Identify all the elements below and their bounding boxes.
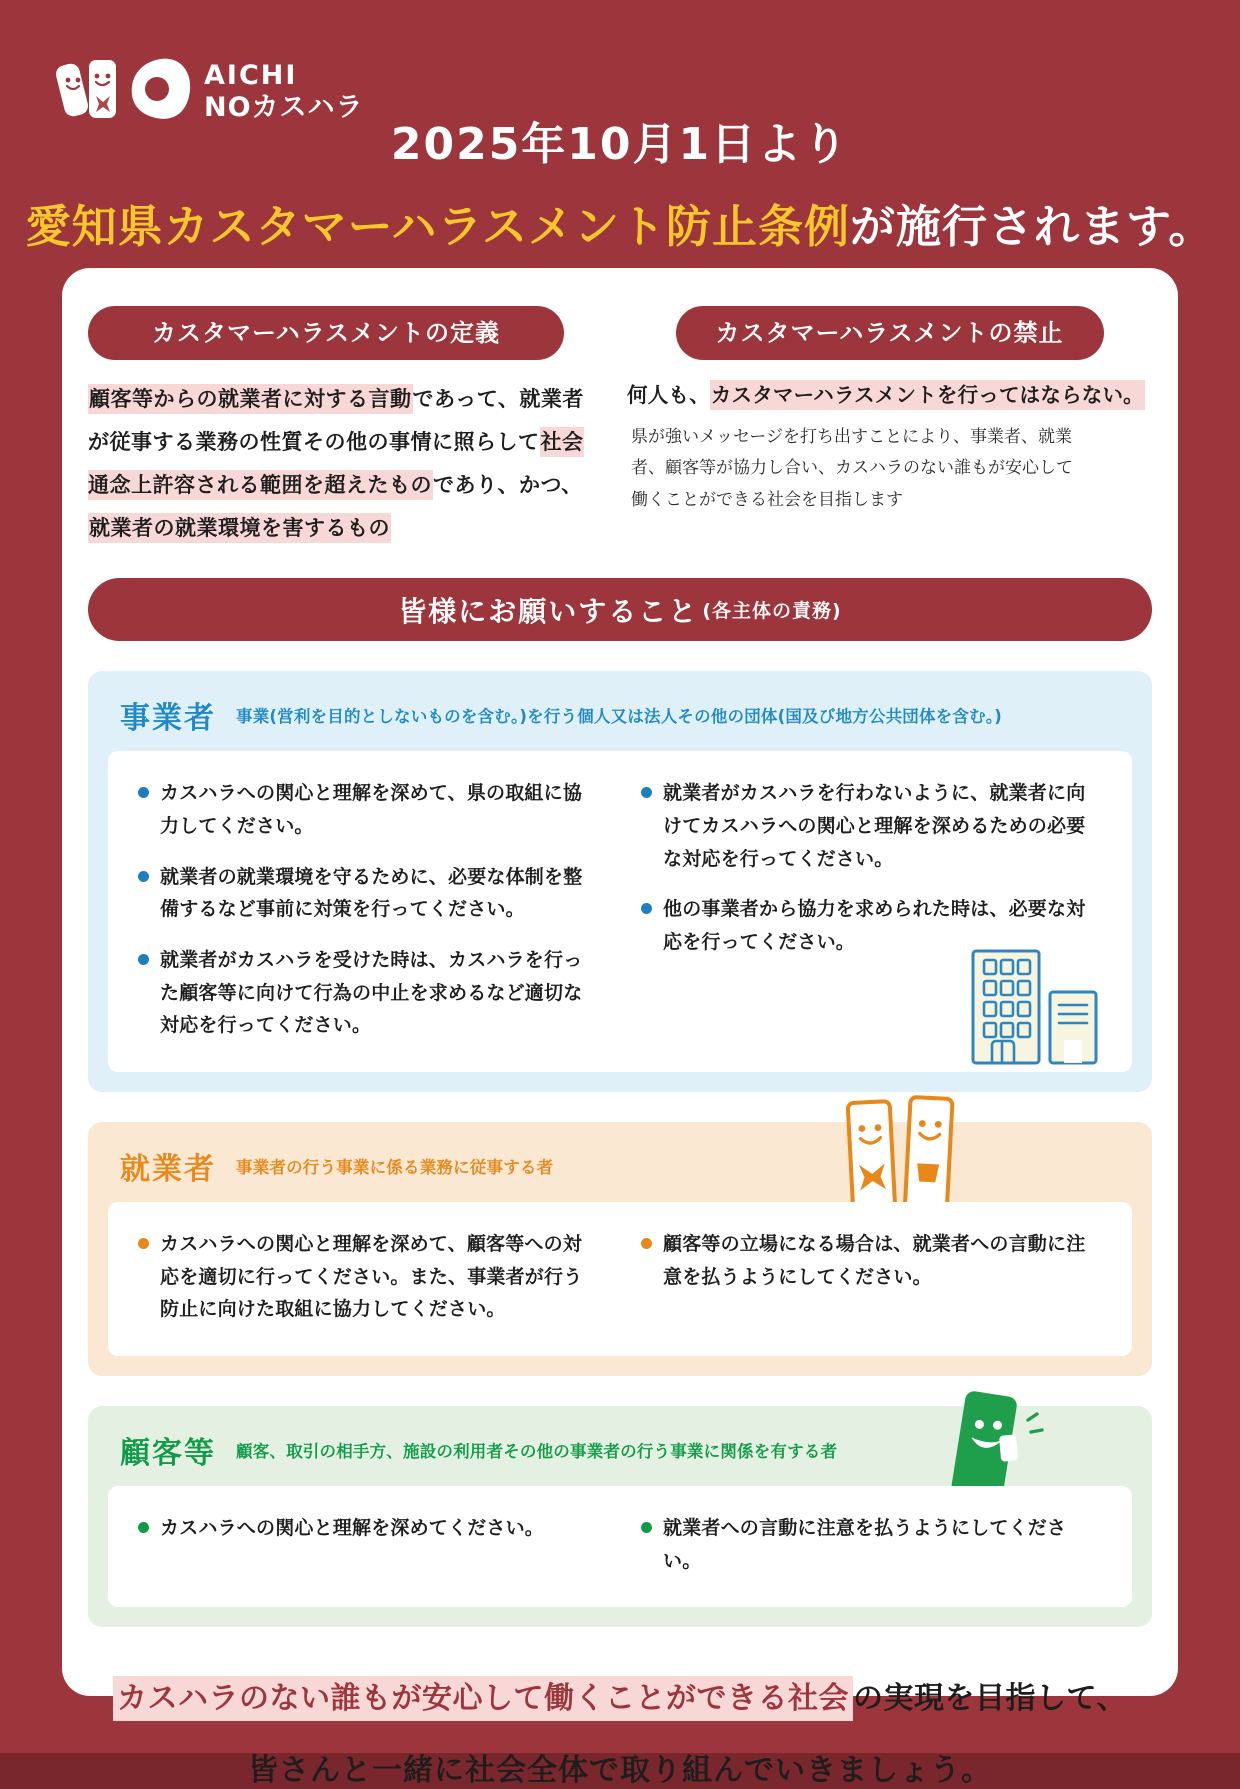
definition-body bbox=[88, 378, 593, 550]
closing-line1-rest: の実現を目指して、 bbox=[853, 1681, 1127, 1717]
worker-section-subtitle: 事業者の行う事業に係る業務に従事する者 bbox=[236, 1157, 554, 1177]
customer-left-column bbox=[138, 1512, 599, 1595]
closing-line2: 皆さんと一緒に社会全体で取り組んでいきましょう。 bbox=[248, 1753, 992, 1789]
closing-line1-highlight: カスハラのない誰もが安心して働くことができる社会 bbox=[113, 1676, 853, 1721]
bullet-dot-icon bbox=[138, 871, 149, 882]
business-section-title: 事業者 bbox=[120, 701, 216, 737]
section-business-operators bbox=[88, 671, 1152, 1092]
bullet-text: カスハラへの関心と理解を深めてください。 bbox=[160, 1516, 545, 1539]
definition-highlight-1: 顧客等からの就業者に対する言動 bbox=[88, 384, 413, 414]
bullet-dot-icon bbox=[641, 1238, 652, 1249]
prohibition-lead bbox=[627, 378, 1152, 408]
request-banner-title: 皆様にお願いすること bbox=[398, 594, 699, 628]
list-item bbox=[138, 1228, 599, 1326]
bullet-dot-icon bbox=[138, 1522, 149, 1533]
definition-text-2: であって、就業者が従事する業務の性質その他の事情に照らして bbox=[88, 387, 584, 455]
headline bbox=[0, 108, 1240, 255]
definition-highlight-5: 就業者の就業環境を害するもの bbox=[88, 513, 391, 543]
business-section-subtitle: 事業(営利を目的としないものを含む。)を行う個人又は法人その他の団体(国及び地方公共団体を含む。) bbox=[236, 707, 1002, 727]
bullet-text: 就業者の就業環境を守るために、必要な体制を整備するなど事前に対策を行ってください。 bbox=[160, 865, 583, 921]
prohibition-heading: カスタマーハラスメントの禁止 bbox=[676, 306, 1104, 360]
bullet-text: カスハラへの関心と理解を深めて、顧客等への対応を適切に行ってください。また、事業者が行う防止に向けた取組に協力してください。 bbox=[160, 1232, 583, 1321]
bullet-text: 顧客等の立場になる場合は、就業者への言動に注意を払うようにしてください。 bbox=[663, 1232, 1086, 1288]
prohibition-body: 県が強いメッセージを打ち出すことにより、事業者、就業者、顧客等が協力し合い、カスハラのない誰もが安心して働くことができる社会を目指します bbox=[631, 427, 1073, 510]
list-item bbox=[641, 1512, 1102, 1577]
logo-text-line2: NOカスハラ bbox=[204, 92, 364, 123]
list-item bbox=[138, 944, 599, 1042]
list-item bbox=[641, 1228, 1102, 1293]
list-item bbox=[138, 777, 599, 842]
bullet-text: 就業者がカスハラを受けた時は、カスハラを行った顧客等に向けて行為の中止を求めるなど適切な対応を行ってください。 bbox=[160, 948, 583, 1037]
worker-section-header bbox=[120, 1144, 1132, 1188]
definition-prohibition-row bbox=[88, 306, 1152, 550]
worker-right-column bbox=[641, 1228, 1102, 1344]
bullet-dot-icon bbox=[641, 1522, 652, 1533]
effective-date: 2025年10月1日より bbox=[390, 119, 850, 170]
main-title bbox=[0, 190, 1240, 255]
worker-characters-illustration bbox=[846, 1088, 956, 1214]
prohibition-lead-highlight: カスタマーハラスメントを行ってはならない。 bbox=[710, 380, 1145, 410]
content-card bbox=[62, 268, 1178, 1789]
business-section-header bbox=[120, 693, 1132, 737]
bullet-text: 就業者がカスハラを行わないように、就業者に向けてカスハラへの関心と理解を深めるための必要な対応を行ってください。 bbox=[663, 782, 1086, 870]
list-item bbox=[641, 777, 1102, 875]
bullet-text: カスハラへの関心と理解を深めて、県の取組に協力してください。 bbox=[160, 782, 583, 837]
office-buildings-illustration bbox=[970, 948, 1102, 1066]
bullet-dot-icon bbox=[138, 954, 149, 965]
request-banner-subtitle: (各主体の責務) bbox=[702, 600, 842, 623]
closing-line1 bbox=[88, 1673, 1152, 1717]
customer-section-box bbox=[108, 1486, 1132, 1607]
request-banner bbox=[88, 578, 1152, 641]
prohibition-lead-plain: 何人も、 bbox=[627, 383, 710, 407]
list-item bbox=[138, 1512, 599, 1545]
business-left-column bbox=[138, 777, 599, 1060]
definition-text-4: であり、かつ、 bbox=[433, 473, 583, 498]
main-title-rest: が施行されます。 bbox=[850, 200, 1215, 253]
bullet-text: 他の事業者から協力を求められた時は、必要な対応を行ってください。 bbox=[663, 898, 1086, 953]
bullet-text: 就業者への言動に注意を払うようにしてください。 bbox=[663, 1516, 1067, 1572]
bullet-dot-icon bbox=[138, 1238, 149, 1249]
bullet-dot-icon bbox=[641, 903, 652, 914]
bullet-dot-icon bbox=[138, 787, 149, 798]
logo-text-line1: AICHI bbox=[204, 60, 298, 91]
definition-highlight-3: 社会通念上許容される範囲を超えたもの bbox=[88, 427, 584, 500]
customer-section-title: 顧客等 bbox=[120, 1435, 216, 1471]
worker-section-box bbox=[108, 1202, 1132, 1356]
business-section-box bbox=[108, 751, 1132, 1072]
definition-heading: カスタマーハラスメントの定義 bbox=[88, 306, 564, 360]
worker-section-title: 就業者 bbox=[120, 1151, 216, 1187]
customer-right-column bbox=[641, 1512, 1102, 1595]
definition-column bbox=[88, 306, 593, 550]
bullet-dot-icon bbox=[641, 787, 652, 798]
main-title-ordinance: 愛知県カスタマーハラスメント防止条例 bbox=[25, 200, 850, 253]
section-customers bbox=[88, 1406, 1152, 1627]
list-item bbox=[138, 861, 599, 926]
worker-left-column bbox=[138, 1228, 599, 1344]
section-workers bbox=[88, 1122, 1152, 1376]
closing-message bbox=[88, 1673, 1152, 1789]
customer-section-subtitle: 顧客、取引の相手方、施設の利用者その他の事業者の行う事業に関係を有する者 bbox=[236, 1441, 838, 1461]
content-card-inner bbox=[62, 268, 1178, 1789]
prohibition-column bbox=[627, 306, 1152, 550]
